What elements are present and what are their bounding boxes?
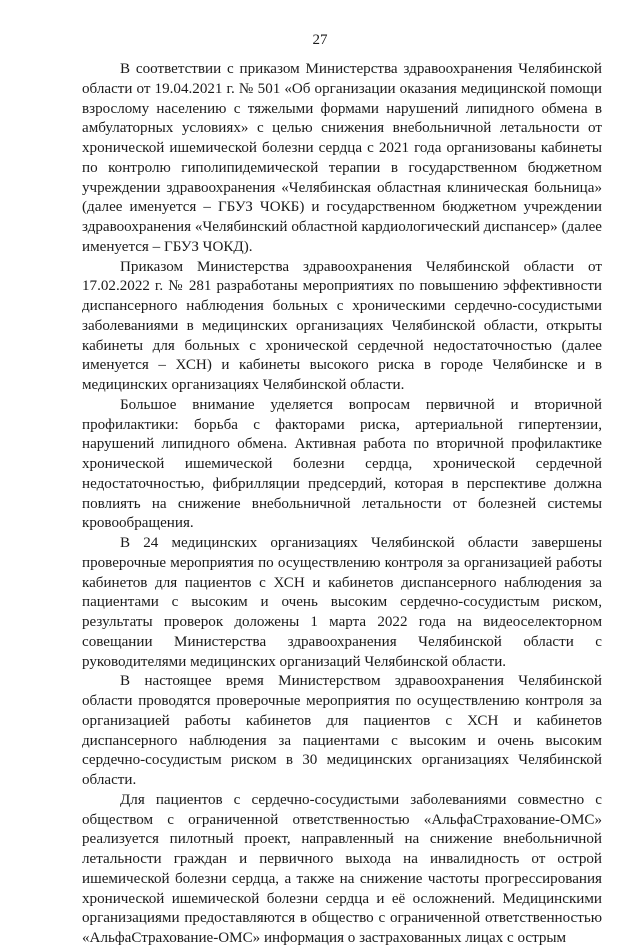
page-number: 27 [312,32,328,48]
paragraph-inspections-ongoing: В настоящее время Министерством здравоохранения Челябинской области проводятся проверочные мероприятия по осуществлению контроля за организацией работы кабинетов для пациентов с ХСН и кабинетов диспансерного наблюдения за пациентами с высоким и очень высоким сердечно-сосудистым риском в 30 медицинских организациях Челябинской области. [82,673,602,788]
paragraph-inspections-completed: В 24 медицинских организациях Челябинской области завершены проверочные мероприятия по осуществлению контроля за организацией работы кабинетов для пациентов с ХСН и кабинетов диспансерного наблюдения за пациентами с высоким и очень высоким сердечно-сосудистым риском, результаты проверок доложены 1 марта 2022 года на видеоселекторном совещании Министерства здравоохранения Челябинской области с руководителями медицинских организаций Челябинской области. [82,535,602,670]
paragraph-prikaz-281: Приказом Министерства здравоохранения Челябинской области от 17.02.2022 г. № 281 разработаны мероприятиях по повышению эффективности диспансерного наблюдения больных с хроническими сердечно-сосудистыми заболеваниями в медицинских организациях Челябинской области, открыты кабинеты для больных с хронической сердечной недостаточностью (далее именуется – ХСН) и кабинеты высокого риска в городе Челябинске и в медицинских организациях Челябинской области. [82,258,602,393]
paragraph-prikaz-501: В соответствии с приказом Министерства здравоохранения Челябинской области от 19.04.2021 г. № 501 «Об организации оказания медицинской помощи взрослому населению с тяжелыми формами нарушений липидного обмена в амбулаторных условиях» с целью снижения внебольничной летальности от хронической ишемической болезни сердца с 2021 года организованы кабинеты по контролю гиполипидемической терапии в государственном бюджетном учреждении здравоохранения «Челябинская областная клиническая больница» (далее именуется – ГБУЗ ЧОКБ) и государственном бюджетном учреждении здравоохранения «Челябинский областной кардиологический диспансер» (далее именуется – ГБУЗ ЧОКД). [82,61,602,255]
document-body [82,60,602,949]
paragraph-prevention: Большое внимание уделяется вопросам первичной и вторичной профилактики: борьба с факторами риска, артериальной гипертензии, нарушений липидного обмена. Активная работа по вторичной профилактике хронической ишемической болезни сердца, хронической сердечной недостаточностью, фибрилляции предсердий, которая в перспективе должна повлиять на снижение внебольничной летальности от болезней системы кровообращения. [82,396,602,532]
paragraph-pilot-project: Для пациентов с сердечно-сосудистыми заболеваниями совместно с обществом с ограниченной ответственностью «АльфаСтрахование-ОМС» реализуется пилотный проект, направленный на снижение внебольничной летальности граждан и первичного выхода на инвалидность от острой ишемической болезни сердца, а также на снижение частоты прогрессирования хронической ишемической болезни сердца и её осложнений. Медицинскими организациями предоставляются в общество с ограниченной ответственностью «АльфаСтрахование-ОМС» информация о застрахованных лицах с острым [82,791,602,946]
